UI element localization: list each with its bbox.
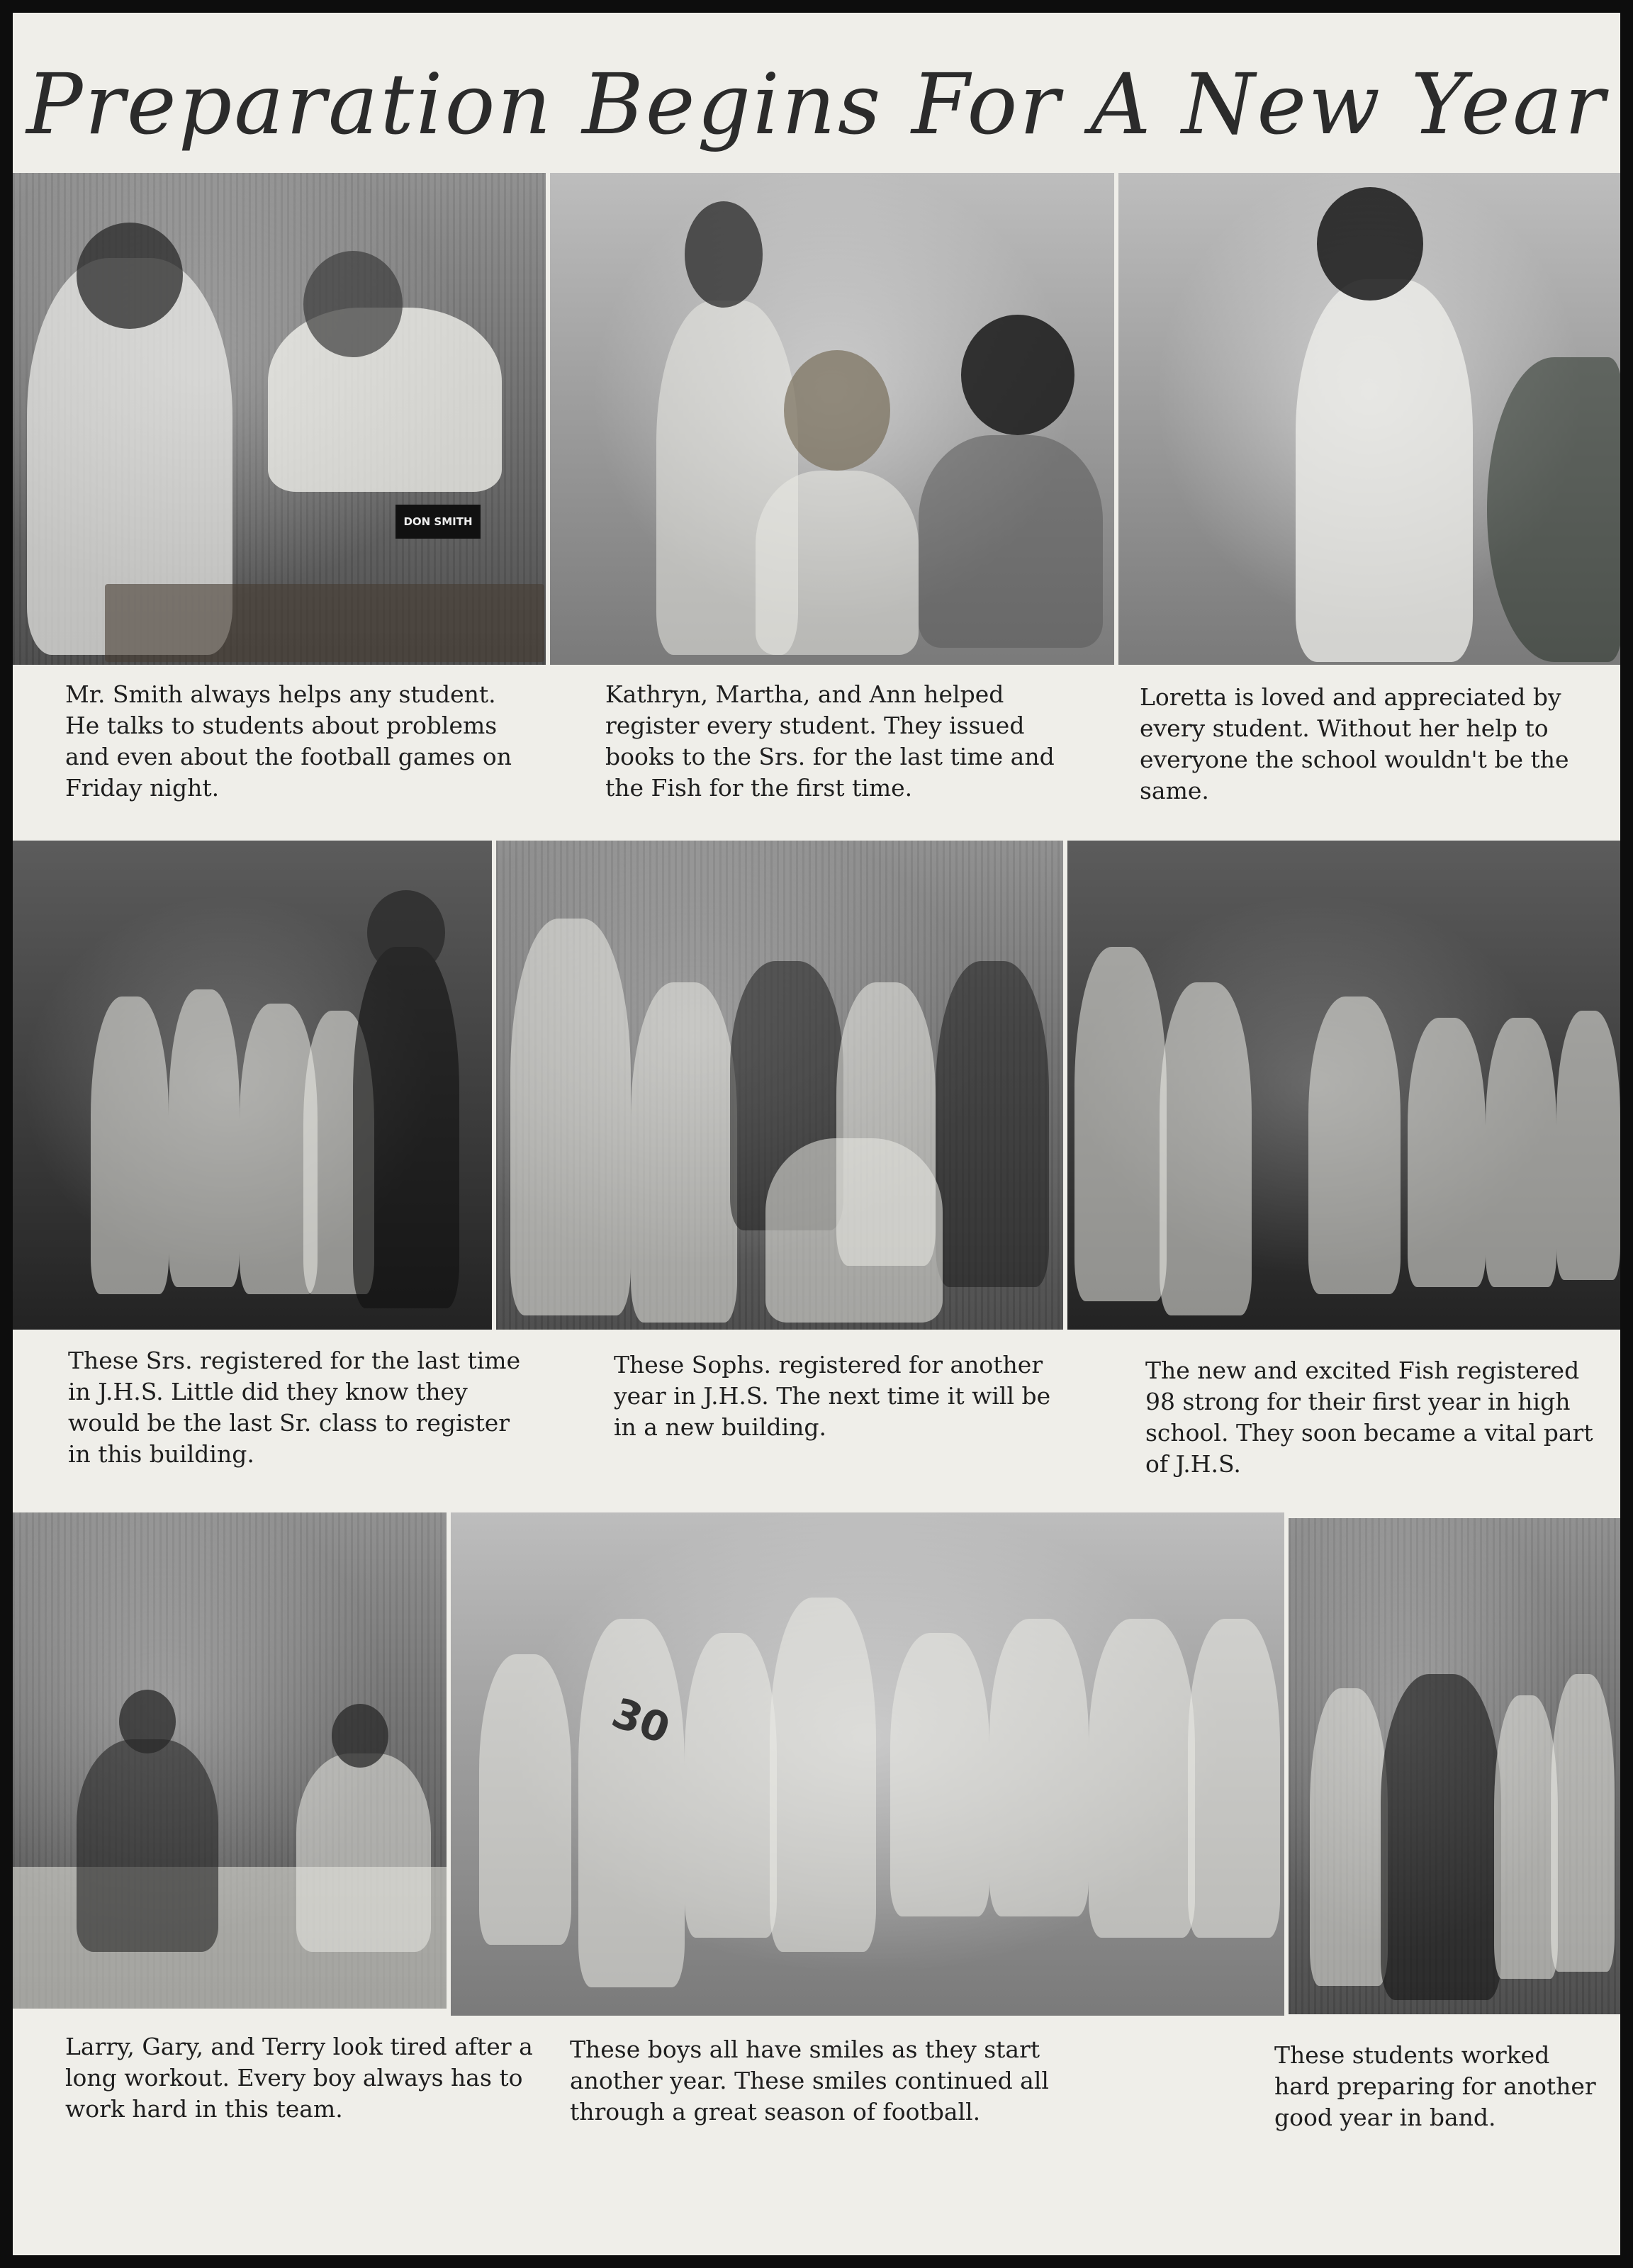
caption-kathryn-martha-ann: Kathryn, Martha, and Ann helped register every student. They issued books to the Srs. for the last time and the Fish for the first time. bbox=[605, 680, 1055, 802]
photo-freshmen-hallway bbox=[1067, 841, 1620, 1330]
yearbook-page bbox=[13, 13, 1620, 2255]
caption-band-students: These students worked hard preparing for another good year in band. bbox=[1274, 2041, 1596, 2131]
name-plate bbox=[395, 505, 481, 539]
jersey-number-text: 30 bbox=[605, 1688, 676, 1753]
name-plate-text: DON SMITH bbox=[403, 515, 473, 528]
caption-freshmen: The new and excited Fish registered 98 strong for their first year in high school. They soon became a vital part of J.H.S. bbox=[1145, 1357, 1593, 1478]
caption-mr-smith: Mr. Smith always helps any student. He talks to students about problems and even about the football games on Friday night. bbox=[65, 680, 512, 802]
caption-seniors: These Srs. registered for the last time in J.H.S. Little did they know they would be the last Sr. class to register in this building. bbox=[68, 1347, 521, 1468]
page-title: Preparation Begins For A New Year bbox=[26, 55, 1607, 153]
caption-loretta: Loretta is loved and appreciated by every student. Without her help to everyone the school wouldn't be the same. bbox=[1140, 683, 1569, 804]
photo-boys-resting bbox=[13, 1512, 447, 2009]
caption-sophomores: These Sophs. registered for another year in J.H.S. The next time it will be in a new building. bbox=[614, 1351, 1051, 1441]
photo-sophomores-group bbox=[496, 841, 1063, 1330]
photo-seniors-registering bbox=[13, 841, 492, 1330]
caption-larry-gary-terry: Larry, Gary, and Terry look tired after a long workout. Every boy always has to work hard in this team. bbox=[65, 2033, 533, 2123]
photo-band-students bbox=[1289, 1518, 1620, 2014]
photo-football-team bbox=[451, 1512, 1284, 2016]
caption-football-boys: These boys all have smiles as they start another year. These smiles continued all through a great season of football. bbox=[570, 2036, 1049, 2126]
photo-loretta bbox=[1118, 173, 1620, 665]
photo-registration-girls bbox=[550, 173, 1114, 665]
photo-mr-smith-desk bbox=[13, 173, 546, 665]
